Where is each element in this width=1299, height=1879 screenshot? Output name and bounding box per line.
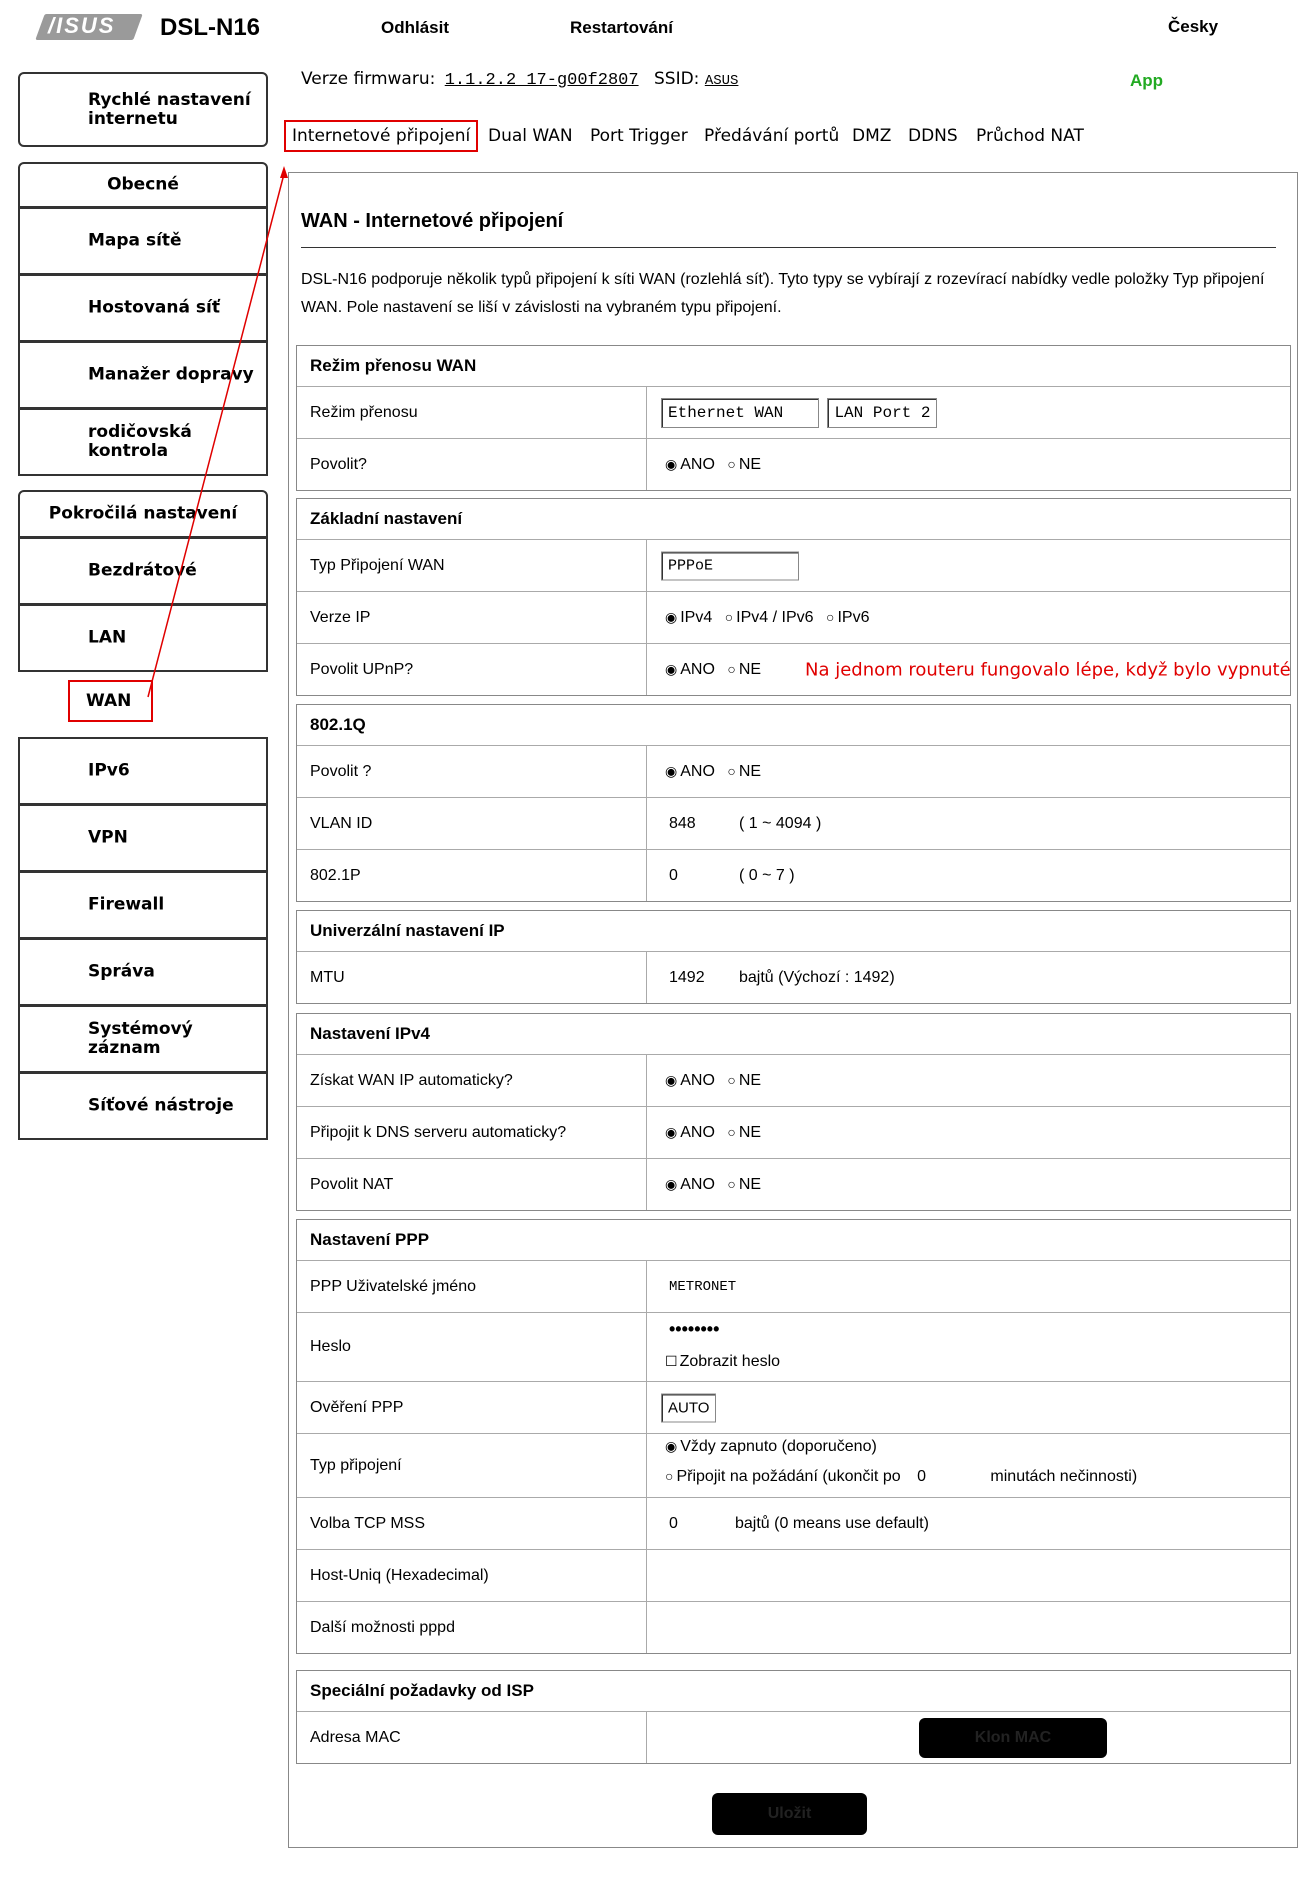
- section-isp: [296, 1670, 1291, 1764]
- upnp-yes-radio[interactable]: ◉ ANO: [665, 660, 715, 678]
- idle-time-input[interactable]: 0: [917, 1468, 926, 1485]
- auto-dns-no-radio[interactable]: ○ NE: [727, 1123, 762, 1141]
- sidebar-item-firewall[interactable]: Firewall: [18, 871, 268, 939]
- tab-internet-connection[interactable]: Internetové připojení: [284, 120, 478, 152]
- section-title: Základní nastavení: [297, 499, 1290, 540]
- row-pppd-options: [297, 1602, 1290, 1653]
- brand-logo-text: /ISUS: [48, 13, 116, 38]
- label: Připojit k DNS serveru automaticky?: [310, 1123, 567, 1141]
- tab-dual-wan[interactable]: Dual WAN: [488, 126, 573, 146]
- tab-dmz[interactable]: DMZ: [852, 126, 892, 146]
- ssid-link[interactable]: ASUS: [704, 73, 739, 89]
- sidebar-item-administration[interactable]: Správa: [18, 938, 268, 1006]
- auto-dns-yes-radio[interactable]: ◉ ANO: [665, 1123, 715, 1141]
- firmware-label: Verze firmwaru:: [301, 69, 436, 89]
- ipv4-radio[interactable]: ◉ IPv4: [665, 608, 713, 626]
- priority-input[interactable]: 0: [669, 866, 678, 884]
- ipv4-ipv6-radio[interactable]: ○ IPv4 / IPv6: [724, 608, 814, 626]
- row-ppp-user: [297, 1261, 1290, 1313]
- section-basic: [296, 498, 1291, 696]
- section-8021q: [296, 704, 1291, 902]
- label: 802.1P: [310, 866, 361, 884]
- sidebar-item-traffic-manager[interactable]: Manažer dopravy: [18, 341, 268, 409]
- tab-port-trigger[interactable]: Port Trigger: [590, 126, 688, 146]
- pppd-options-input[interactable]: [646, 1602, 1290, 1653]
- label: Povolit UPnP?: [310, 660, 414, 678]
- row-auto-dns: [297, 1107, 1290, 1159]
- label: Povolit?: [310, 455, 367, 473]
- tab-ddns[interactable]: DDNS: [908, 126, 958, 146]
- upnp-annotation: Na jednom routeru fungovalo lépe, když bylo vypnuté: [805, 659, 1291, 680]
- row-mtu: [297, 952, 1290, 1003]
- title-divider: [301, 247, 1276, 248]
- nat-yes-radio[interactable]: ◉ ANO: [665, 1175, 715, 1193]
- row-connection-type: [297, 1434, 1290, 1498]
- sidebar-advanced-title: Pokročilá nastavení: [18, 490, 268, 538]
- label: MTU: [310, 968, 345, 986]
- label: Ověření PPP: [310, 1398, 404, 1416]
- label: Adresa MAC: [310, 1728, 401, 1746]
- sidebar-item-guest-network[interactable]: Hostovaná síť: [18, 274, 268, 342]
- row-upnp: [297, 644, 1290, 695]
- row-auto-ip: [297, 1055, 1290, 1107]
- vlan-no-radio[interactable]: ○ NE: [727, 762, 762, 780]
- mtu-hint: bajtů (Výchozí : 1492): [739, 968, 895, 986]
- auto-ip-no-radio[interactable]: ○ NE: [727, 1071, 762, 1089]
- sidebar-item-parental-control[interactable]: rodičovská kontrola: [18, 408, 268, 476]
- page-description: DSL-N16 podporuje několik typů připojení k síti WAN (rozlehlá síť). Tyto typy se vybírají z rozevírací nabídky vedle položky Typ připojení WAN. Pole nastavení se liší v závislosti na vybraném typu připojení.: [301, 271, 1265, 316]
- section-ipv4: [296, 1013, 1291, 1211]
- label: PPP Uživatelské jméno: [310, 1277, 476, 1295]
- label: VLAN ID: [310, 814, 373, 832]
- label: Další možnosti pppd: [310, 1618, 455, 1636]
- section-title: Nastavení IPv4: [297, 1014, 1290, 1055]
- model-name: DSL-N16: [160, 14, 261, 41]
- section-title: 802.1Q: [297, 705, 1290, 746]
- row-ppp-auth: [297, 1382, 1290, 1434]
- section-universal-ip: [296, 910, 1291, 1004]
- idle-time-unit: minutách nečinnosti): [990, 1468, 1138, 1485]
- row-wan-type: [297, 540, 1290, 592]
- section-title: Univerzální nastavení IP: [297, 911, 1290, 952]
- section-wan-transfer: [296, 345, 1291, 491]
- vlan-id-hint: ( 1 ~ 4094 ): [739, 814, 822, 832]
- ssid-label: SSID:: [653, 69, 700, 89]
- sidebar-general-title: Obecné: [18, 162, 268, 208]
- lan-port-select[interactable]: LAN Port 2: [827, 398, 937, 428]
- sidebar-item-wan[interactable]: WAN: [68, 680, 153, 722]
- ipv6-radio[interactable]: ○ IPv6: [825, 608, 870, 626]
- section-title: Režim přenosu WAN: [297, 346, 1290, 387]
- ppp-auth-select[interactable]: AUTO: [661, 1393, 716, 1422]
- label: Povolit ?: [310, 762, 372, 780]
- save-button[interactable]: Uložit: [712, 1793, 867, 1835]
- enable-no-radio[interactable]: ○ NE: [727, 455, 762, 473]
- row-mac-address: [297, 1712, 1290, 1763]
- row-ip-version: [297, 592, 1290, 644]
- vlan-yes-radio[interactable]: ◉ ANO: [665, 762, 715, 780]
- firmware-link[interactable]: 1.1.2.2_17-g00f2807: [444, 71, 639, 90]
- label: Povolit NAT: [310, 1175, 394, 1193]
- label: Verze IP: [310, 608, 371, 626]
- row-8021p: [297, 850, 1290, 901]
- tcp-mss-hint: bajtů (0 means use default): [735, 1514, 929, 1532]
- row-vlan-id: [297, 798, 1290, 850]
- row-8021q-enable: [297, 746, 1290, 798]
- language-select[interactable]: Česky: [1168, 17, 1219, 36]
- row-transfer-enable: [297, 439, 1290, 490]
- sidebar-item-network-tools[interactable]: Síťové nástroje: [18, 1072, 268, 1140]
- row-tcp-mss: [297, 1498, 1290, 1550]
- ppp-password-input[interactable]: ••••••••: [669, 1319, 720, 1339]
- row-transfer-mode: [297, 387, 1290, 439]
- nat-no-radio[interactable]: ○ NE: [727, 1175, 762, 1193]
- label: Získat WAN IP automaticky?: [310, 1071, 513, 1089]
- label: Režim přenosu: [310, 403, 418, 421]
- app-link[interactable]: App: [1130, 71, 1164, 90]
- clone-mac-button[interactable]: Klon MAC: [919, 1718, 1107, 1758]
- on-demand-radio[interactable]: ○ Připojit na požádání (ukončit po 0 minutách nečinnosti): [665, 1468, 1138, 1485]
- sidebar-item-network-map[interactable]: Mapa sítě: [18, 207, 268, 275]
- sidebar-item-wireless[interactable]: Bezdrátové: [18, 537, 268, 605]
- ppp-username-input[interactable]: METRONET: [669, 1278, 737, 1295]
- always-on-radio[interactable]: ◉ Vždy zapnuto (doporučeno): [665, 1438, 877, 1455]
- priority-hint: ( 0 ~ 7 ): [739, 866, 795, 884]
- section-title: Nastavení PPP: [297, 1220, 1290, 1261]
- vlan-id-input[interactable]: 848: [669, 814, 696, 832]
- auto-ip-yes-radio[interactable]: ◉ ANO: [665, 1071, 715, 1089]
- section-ppp: [296, 1219, 1291, 1654]
- row-nat: [297, 1159, 1290, 1210]
- enable-yes-radio[interactable]: ◉ ANO: [665, 455, 715, 473]
- logout-button[interactable]: Odhlásit: [381, 18, 450, 37]
- page-title: WAN - Internetové připojení: [301, 210, 564, 232]
- upnp-no-radio[interactable]: ○ NE: [727, 660, 762, 678]
- sidebar-item-vpn[interactable]: VPN: [18, 804, 268, 872]
- tab-port-forwarding[interactable]: Předávání portů: [704, 126, 840, 146]
- label: Typ připojení: [310, 1456, 402, 1474]
- host-uniq-input[interactable]: [646, 1550, 1290, 1601]
- sidebar-item-ipv6[interactable]: IPv6: [18, 737, 268, 805]
- label: Host-Uniq (Hexadecimal): [310, 1566, 489, 1584]
- wan-type-select[interactable]: PPPoE: [661, 551, 799, 580]
- label: Typ Připojení WAN: [310, 556, 445, 574]
- transfer-mode-select[interactable]: Ethernet WAN: [661, 398, 819, 428]
- show-password-checkbox[interactable]: ☐ Zobrazit heslo: [665, 1353, 781, 1370]
- restart-button[interactable]: Restartování: [570, 18, 673, 37]
- label: Heslo: [310, 1338, 351, 1355]
- mtu-input[interactable]: 1492: [669, 968, 705, 986]
- sidebar-quick-setup[interactable]: Rychlé nastavení internetu: [18, 72, 268, 147]
- row-ppp-password: [297, 1313, 1290, 1382]
- sidebar-item-system-log[interactable]: Systémový záznam: [18, 1005, 268, 1073]
- sidebar-item-lan[interactable]: LAN: [18, 604, 268, 672]
- row-host-uniq: [297, 1550, 1290, 1602]
- label: Volba TCP MSS: [310, 1514, 426, 1532]
- section-title: Speciální požadavky od ISP: [297, 1671, 1290, 1712]
- tcp-mss-input[interactable]: 0: [669, 1514, 678, 1532]
- tab-nat-passthrough[interactable]: Průchod NAT: [976, 126, 1084, 146]
